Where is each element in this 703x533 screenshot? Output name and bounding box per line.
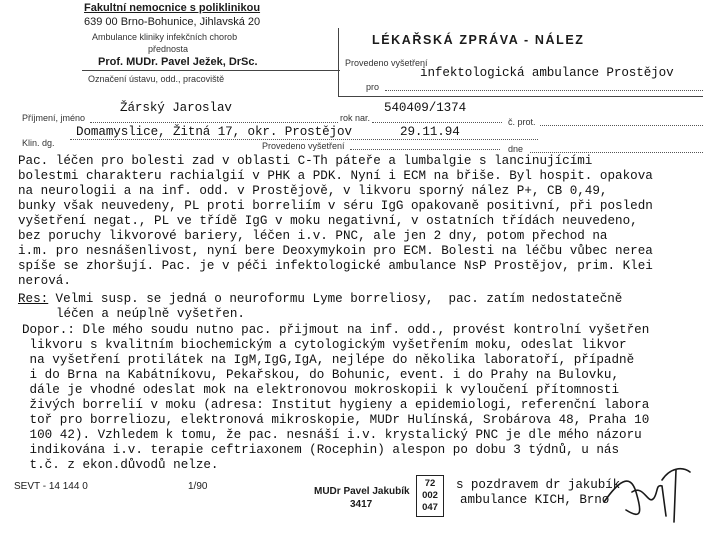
doctor-stamp-code: 3417 [350,499,373,510]
for-value: infektologická ambulance Prostějov [420,66,674,80]
institution-name: Fakultní nemocnice s poliklinikou [84,2,261,14]
insurance-line [540,125,703,126]
history-line: bunky však neuvedeny, PL proti borreliím v séru IgG opakovaně positivní, při posledn [18,199,653,213]
form-code: SEVT - 14 144 0 [14,481,88,492]
clinic-name: Ambulance kliniky infekčních chorob [92,32,238,42]
institution-caption: Označení ústavu, odd., pracoviště [88,74,225,84]
clin-label: Klin. dg. [22,138,55,148]
name-label: Příjmení, jméno [22,113,86,123]
history-line: vyšetření negat., PL ve třídě IgG v moku negativní, v ostatních třídách neuvedeno, [18,214,638,228]
assessment-label: Res: [18,292,49,306]
head-name: Prof. MUDr. Pavel Ježek, DrSc. [98,56,258,68]
recommendation-line: dále je vhodné odeslat mok na elektronovou mokroskopii k vyloučení přítomnosti [22,383,620,397]
recommendation-line: toř pro borreliozu, elektronová mikroskopie, MUDr Hulínská, Srobárova 48, Praha 10 [22,413,650,427]
address-line [70,139,538,140]
birth-number: 540409/1374 [384,101,467,115]
history-line: spíše se zhoršují. Pac. je v péči infektologické ambulance NsP Prostějov, prim. Klei [18,259,653,273]
recommendation-line: likvoru s kvalitním biochemickým a cytologickým vyšetřením moku, odeslat likvor [22,338,627,352]
date-label: dne [508,144,524,154]
report-title: LÉKAŘSKÁ ZPRÁVA - NÁLEZ [372,33,585,47]
code-stamp-line: 002 [422,490,438,501]
recommendation-line: indikována i.v. terapie ceftriaxonem (Rocephin) alespon po dobu 3 týdnů, u nás [22,443,620,457]
patient-address: Domamyslice, Žitná 17, okr. Prostějov [76,125,352,139]
institution-rule [82,70,340,71]
assessment-text-1: Velmi susp. se jedná o neuroformu Lyme borreliosy, pac. zatím nedostatečně [48,292,623,306]
history-line: i.m. pro nesnášenlivost, nyní bere Deoxymykoin pro ECM. Bolesti na léčbu vůbec nerea [18,244,653,258]
recommendation-line: t.č. z ekon.důvodů nelze. [22,458,219,472]
history-line: bolestmi charakteru rachialgií v PHK a PDK. Nyní i ECM na břiše. Byl hospit. opakova [18,169,653,183]
code-stamp [416,475,444,517]
name-line [90,122,338,123]
doctor-stamp-name: MUDr Pavel Jakubík [314,486,410,497]
insurance-label: č. prot. [508,117,536,127]
patient-name: Žárský Jaroslav [120,101,232,115]
for-label: pro [366,82,380,92]
handwritten-signature [596,462,696,530]
history-line: na neurologii a na inf. odd. v Prostějově, v likvoru sporný nález P+, CB 0,49, [18,184,608,198]
title-divider [338,28,339,96]
recommendation-line: živých borrelií v moku (adresa: Institut hygieny a epidemiologi, referenční labora [22,398,650,412]
birth-line [372,122,502,123]
assessment-text-2: léčen a neúplně vyšetřen. [56,307,245,321]
for-line [385,90,703,91]
recommendation-line: na vyšetření protilátek na IgM,IgG,IgA, nejlépe do několika laboratoří, případně [22,353,635,367]
date-line [530,152,703,153]
form-date: 1/90 [188,481,208,492]
history-line: bez poruchy likvorové bariery, léčen i.v. PNC, ale jen 2 dny, potom přechod na [18,229,608,243]
history-line: Pac. léčen pro bolesti zad v oblasti C-Th páteře a lumbalgie s lancinujícími [18,154,593,168]
greeting-line-2: ambulance KICH, Brno [460,493,610,507]
recommendation-line: i do Brna na Kabátníkovu, Pekařskou, do Bohunic, event. i do Prahy na Bulovku, [22,368,620,382]
history-line: nerová. [18,274,71,288]
exam-line [350,149,500,150]
exam-label: Provedeno vyšetření [262,141,345,151]
greeting-line-1: s pozdravem dr jakubík [456,478,621,492]
head-label: přednosta [148,44,189,54]
institution-address: 639 00 Brno-Bohunice, Jihlavská 20 [84,16,261,28]
title-rule [338,96,703,97]
report-date: 29.11.94 [400,125,460,139]
code-stamp-line: 72 [424,478,436,489]
recommendation-line: Dopor.: Dle mého soudu nutno pac. přijmout na inf. odd., provést kontrolní vyšetřen [22,323,650,337]
performed-label: Provedeno vyšetření [345,58,428,68]
code-stamp-line: 047 [422,502,438,513]
recommendation-line: 100 42). Vzhledem k tomu, že pac. nesnáší i.v. krystalický PNC je dle mého názoru [22,428,642,442]
birth-label: rok nar. [340,113,371,123]
